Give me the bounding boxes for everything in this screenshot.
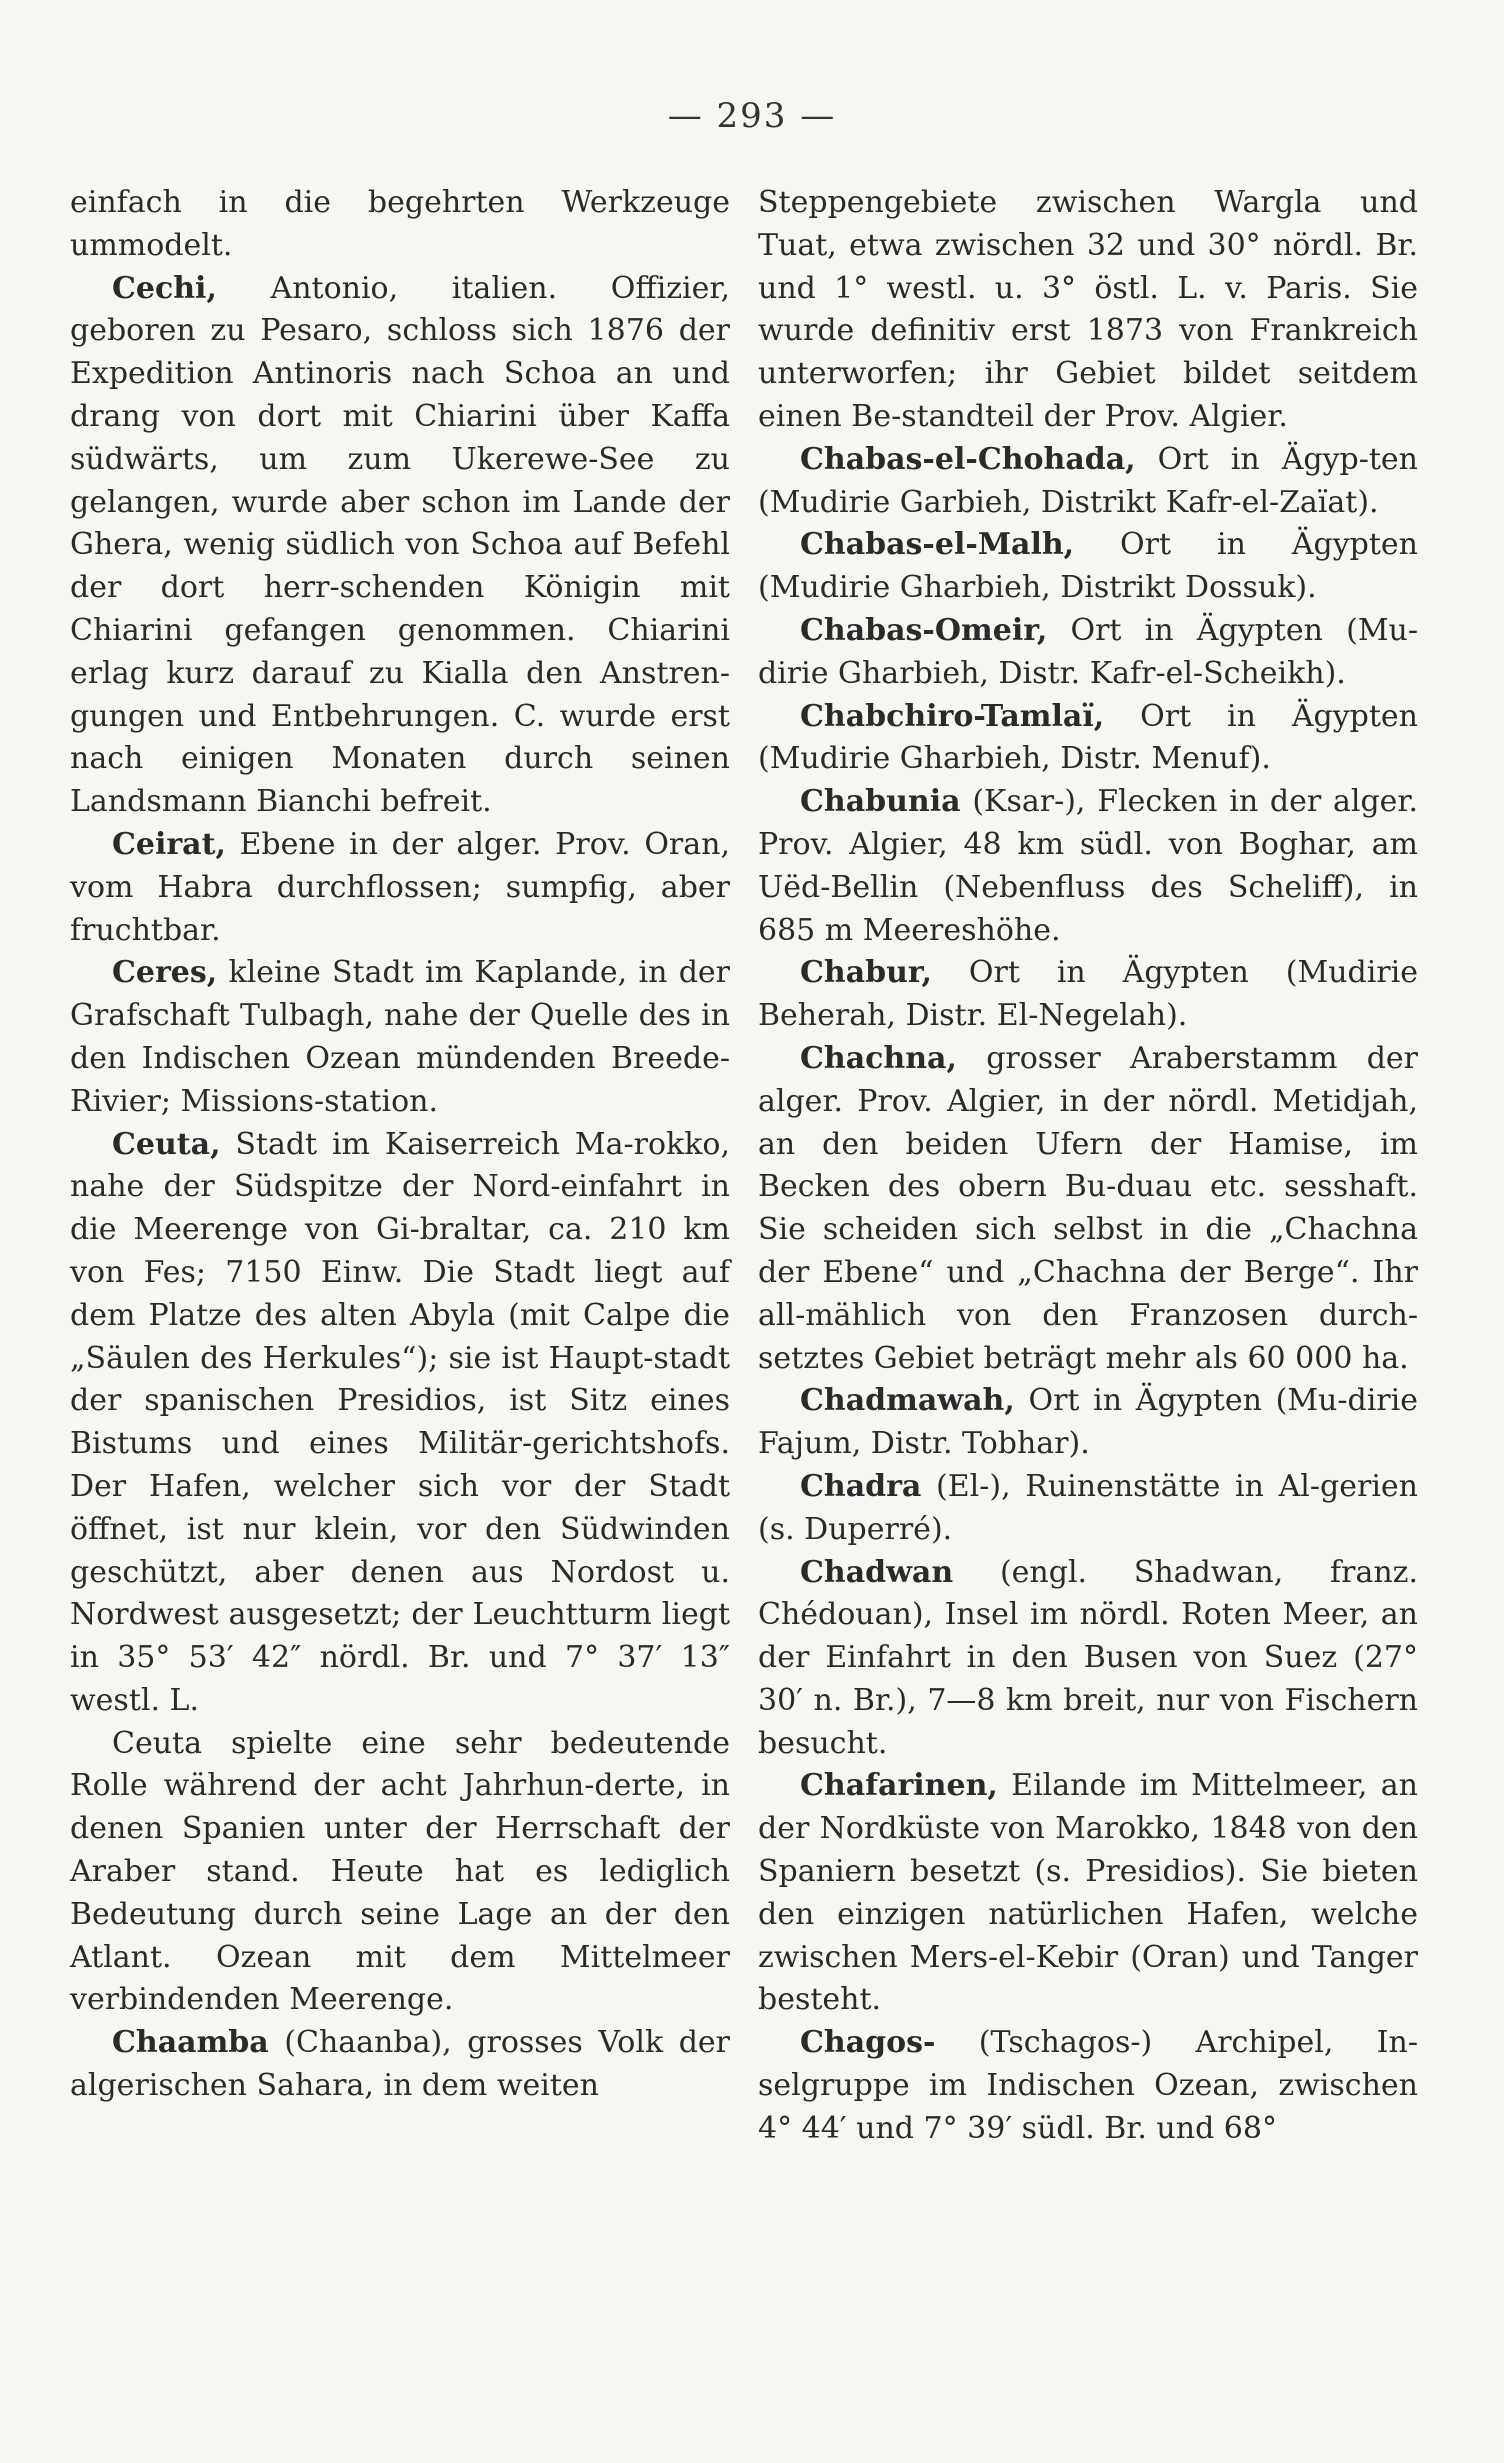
dictionary-entry: [70, 824, 730, 952]
left-column: [70, 182, 730, 2108]
entry-text: Ort in Ägypten (Mudirie Beherah, Distr. El-Negelah).: [758, 955, 1418, 1034]
entry-text: Eilande im Mittelmeer, an der Nordküste von Marokko, 1848 von den Spaniern besetzt (s. Presidios). Sie bieten den einzigen natürlichen Hafen, welche zwischen Mers-el-Kebir (Oran) und Tanger besteht.: [758, 1768, 1418, 2018]
entry-headword: Chaamba: [112, 2025, 269, 2061]
dictionary-entry: [758, 1380, 1418, 1466]
dictionary-entry: [70, 2022, 730, 2108]
entry-text: (Tschagos-) Archipel, In-selgruppe im Indischen Ozean, zwischen 4° 44′ und 7° 39′ südl. Br. und 68°: [758, 2025, 1418, 2146]
entry-headword: Ceirat,: [112, 826, 226, 862]
entry-headword: Chabunia: [800, 784, 961, 820]
entry-headword: Chabur,: [800, 955, 932, 991]
page-number: — 293 —: [667, 96, 837, 136]
dictionary-entry: [758, 696, 1418, 782]
dictionary-entry: [758, 439, 1418, 525]
entry-text: Ceuta spielte eine sehr bedeutende Rolle während der acht Jahrhun-derte, in denen Spanien unter der Herrschaft der Araber stand. Heute hat es lediglich Bedeutung durch seine Lage an der den Atlant. Ozean mit dem Mittelmeer verbindenden Meerenge.: [70, 1725, 730, 2018]
entry-headword: Chafarinen,: [800, 1768, 998, 1804]
dictionary-entry: [758, 524, 1418, 610]
entry-text: Antonio, italien. Offizier, geboren zu Pesaro, schloss sich 1876 der Expedition Antinoris nach Schoa an und drang von dort mit Chiarini über Kaffa südwärts, um zum Ukerewe-See zu gelangen, wurde aber schon im Lande der Ghera, wenig südlich von Schoa auf Befehl der dort herr-schenden Königin mit Chiarini gefangen genommen. Chiarini erlag kurz darauf zu Kialla den Anstren-gungen und Entbehrungen. C. wurde erst nach einigen Monaten durch seinen Landsmann Bianchi befreit.: [70, 270, 730, 820]
entry-text: (Chaanba), grosses Volk der algerischen Sahara, in dem weiten: [70, 2025, 730, 2104]
entry-text: (engl. Shadwan, franz. Chédouan), Insel im nördl. Roten Meer, an der Einfahrt in den Busen von Suez (27° 30′ n. Br.), 7—8 km breit, nur von Fischern besucht.: [758, 1554, 1418, 1761]
dictionary-entry: [758, 1765, 1418, 2022]
entry-text: einfach in die begehrten Werkzeuge ummodelt.: [70, 185, 730, 263]
right-column: [758, 182, 1418, 2151]
entry-headword: Ceres,: [112, 955, 218, 991]
dictionary-entry: [758, 610, 1418, 696]
entry-text: Ort in Ägyp-ten (Mudirie Garbieh, Distrikt Kafr-el-Zaïat).: [758, 441, 1418, 520]
dictionary-entry: [758, 952, 1418, 1038]
dictionary-entry: [70, 1124, 730, 1723]
entry-text: Ort in Ägypten (Mudirie Gharbieh, Distrikt Dossuk).: [758, 527, 1418, 606]
dictionary-entry: [70, 268, 730, 824]
dictionary-entry: [758, 1466, 1418, 1552]
entry-headword: Chadra: [800, 1468, 922, 1504]
dictionary-entry: [758, 2022, 1418, 2150]
entry-text: kleine Stadt im Kaplande, in der Grafschaft Tulbagh, nahe der Quelle des in den Indischen Ozean mündenden Breede-Rivier; Missions-station.: [70, 955, 730, 1119]
entry-headword: Chabas-el-Chohada,: [800, 441, 1136, 477]
entry-text: (El-), Ruinenstätte in Al-gerien (s. Duperré).: [758, 1468, 1418, 1547]
entry-text: Stadt im Kaiserreich Ma-rokko, nahe der Südspitze der Nord-einfahrt in die Meerenge von Gi-braltar, ca. 210 km von Fes; 7150 Einw. Die Stadt liegt auf dem Platze des alten Abyla (mit Calpe die „Säulen des Herkules“); sie ist Haupt-stadt der spanischen Presidios, ist Sitz eines Bistums und eines Militär-gerichtshofs. Der Hafen, welcher sich vor der Stadt öffnet, ist nur klein, vor den Südwinden geschützt, aber denen aus Nordost u. Nordwest ausgesetzt; der Leuchtturm liegt in 35° 53′ 42″ nördl. Br. und 7° 37′ 13″ westl. L.: [70, 1126, 730, 1718]
dictionary-entry: [758, 1038, 1418, 1380]
entry-text: Steppengebiete zwischen Wargla und Tuat, etwa zwischen 32 und 30° nördl. Br. und 1° westl. u. 3° östl. L. v. Paris. Sie wurde definitiv erst 1873 von Frankreich unterworfen; ihr Gebiet bildet seitdem einen Be-standteil der Prov. Algier.: [758, 185, 1418, 434]
entry-headword: Chachna,: [800, 1040, 957, 1076]
entry-text: grosser Araberstamm der alger. Prov. Algier, in der nördl. Metidjah, an den beiden Ufern der Hamise, im Becken des obern Bu-duau etc. sesshaft. Sie scheiden sich selbst in die „Chachna der Ebene“ und „Chachna der Berge“. Ihr all-mählich von den Franzosen durch-setztes Gebiet beträgt mehr als 60 000 ha.: [758, 1040, 1418, 1376]
entry-headword: Cechi,: [112, 270, 217, 306]
entry-text: Ebene in der alger. Prov. Oran, vom Habra durchflossen; sumpfig, aber fruchtbar.: [70, 826, 730, 948]
entry-headword: Chadmawah,: [800, 1383, 1015, 1419]
dictionary-entry: [70, 952, 730, 1123]
entry-headword: Chadwan: [800, 1554, 954, 1590]
dictionary-entry: [758, 182, 1418, 439]
dictionary-entry: [70, 182, 730, 268]
entry-headword: Chabchiro-Tamlaï,: [800, 698, 1105, 734]
dictionary-entry: [758, 781, 1418, 952]
entry-text: Ort in Ägypten (Mu-dirie Fajum, Distr. Tobhar).: [758, 1383, 1418, 1462]
entry-headword: Chabas-Omeir,: [800, 612, 1048, 648]
entry-headword: Ceuta,: [112, 1126, 221, 1162]
dictionary-entry: [70, 1723, 730, 2023]
entry-text: Ort in Ägypten (Mudirie Gharbieh, Distr. Menuf).: [758, 698, 1418, 777]
entry-text: Ort in Ägypten (Mu-dirie Gharbieh, Distr. Kafr-el-Scheikh).: [758, 612, 1418, 691]
dictionary-entry: [758, 1552, 1418, 1766]
entry-headword: Chagos-: [800, 2025, 936, 2061]
entry-headword: Chabas-el-Malh,: [800, 527, 1075, 563]
entry-text: (Ksar-), Flecken in der alger. Prov. Algier, 48 km südl. von Boghar, am Uëd-Bellin (Nebenfluss des Scheliff), in 685 m Meereshöhe.: [758, 784, 1418, 948]
